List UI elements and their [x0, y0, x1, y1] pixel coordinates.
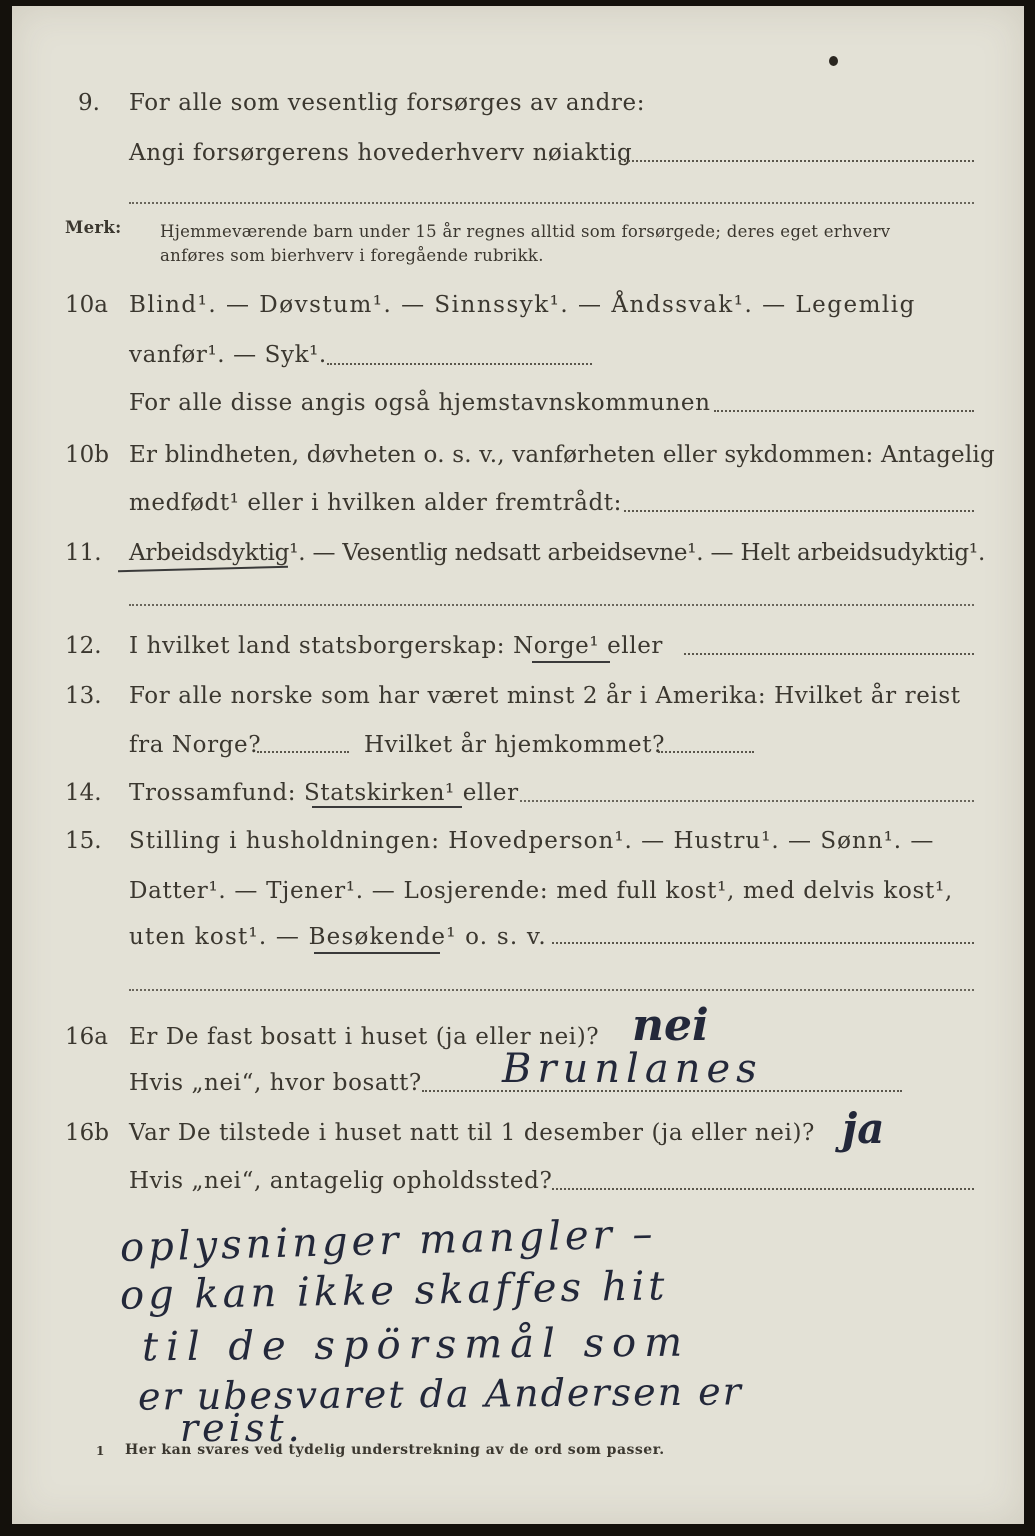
- question-11-line-1: Arbeidsdyktig¹. — Vesentlig nedsatt arbeidsevne¹. — Helt arbeidsudyktig¹.: [129, 540, 986, 566]
- question-16b-number: 16b: [65, 1120, 109, 1146]
- question-10a-number: 10a: [65, 292, 108, 318]
- question-10a-line-3: For alle disse angis også hjemstavnskommunen: [129, 390, 711, 416]
- merk-label: Merk:: [65, 218, 122, 237]
- underline-besokende: [314, 952, 440, 954]
- question-15-line-1: Stilling i husholdningen: Hovedperson¹. — Hustru¹. — Sønn¹. —: [129, 828, 935, 854]
- question-15-number: 15.: [65, 828, 102, 854]
- question-14-line-1: Trossamfund: Statskirken¹ eller: [129, 780, 519, 806]
- question-16b-whereabouts-field[interactable]: [552, 1188, 974, 1190]
- question-13-return-year-field[interactable]: [658, 751, 754, 753]
- question-15-answer-field-2[interactable]: [129, 989, 974, 991]
- handwritten-note-line-1: oplysninger mangler –: [119, 1210, 657, 1272]
- handwritten-note-line-2: og kan ikke skaffes hit: [119, 1263, 669, 1319]
- question-16b-line-1: Var De tilstede i huset natt til 1 desember (ja eller nei)?: [129, 1120, 815, 1146]
- question-10b-line-2: medfødt¹ eller i hvilken alder fremtrådt:: [129, 490, 622, 516]
- footnote-mark: 1: [96, 1444, 105, 1458]
- question-9-answer-field[interactable]: [619, 160, 974, 162]
- question-9-answer-field-2[interactable]: [129, 202, 974, 204]
- handwritten-note-line-4: er ubesvaret da Andersen er: [137, 1369, 743, 1419]
- handwritten-note-line-3: til de spörsmål som: [141, 1319, 691, 1371]
- question-13-line-1: For alle norske som har været minst 2 år i Amerika: Hvilket år reist: [129, 683, 961, 709]
- question-10b-line-1: Er blindheten, døvheten o. s. v., vanførheten eller sykdommen: Antagelig: [129, 442, 995, 468]
- question-16b-handwritten-answer-1: ja: [842, 1104, 885, 1153]
- question-9-line-1: For alle som vesentlig forsørges av andre:: [129, 90, 646, 116]
- question-16a-number: 16a: [65, 1024, 108, 1050]
- question-16a-line-1: Er De fast bosatt i huset (ja eller nei)?: [129, 1024, 600, 1050]
- footnote-text: Her kan svares ved tydelig understrekning av de ord som passer.: [125, 1442, 665, 1458]
- question-10a-answer-field[interactable]: [327, 363, 592, 365]
- question-16b-line-2: Hvis „nei“, antagelig opholdssted?: [129, 1168, 553, 1194]
- question-14-number: 14.: [65, 780, 102, 806]
- ink-spot: [829, 56, 838, 66]
- merk-line-2: anføres som bierhverv i foregående rubrikk.: [160, 246, 544, 265]
- question-9-number: 9.: [78, 90, 100, 116]
- underline-statskirken: [312, 806, 462, 808]
- question-9-line-2: Angi forsørgerens hovederhverv nøiaktig: [129, 140, 633, 166]
- question-10a-line-2: vanfør¹. — Syk¹.: [129, 342, 327, 368]
- question-15-line-3: uten kost¹. — Besøkende¹ o. s. v.: [129, 924, 547, 950]
- question-16a-line-2: Hvis „nei“, hvor bosatt?: [129, 1070, 422, 1096]
- question-12-answer-field[interactable]: [684, 653, 974, 655]
- census-form-page: [12, 6, 1024, 1524]
- question-15-answer-field[interactable]: [552, 942, 974, 944]
- question-11-answer-field[interactable]: [129, 604, 974, 606]
- question-11-number: 11.: [65, 540, 102, 566]
- merk-line-1: Hjemmeværende barn under 15 år regnes alltid som forsørgede; deres eget erhverv: [160, 222, 891, 241]
- question-16a-handwritten-answer-2: Brunlanes: [502, 1046, 763, 1092]
- question-10a-line-1: Blind¹. — Døvstum¹. — Sinnssyk¹. — Åndssvak¹. — Legemlig: [129, 292, 916, 318]
- question-12-number: 12.: [65, 633, 102, 659]
- question-15-line-2: Datter¹. — Tjener¹. — Losjerende: med full kost¹, med delvis kost¹,: [129, 878, 953, 904]
- question-13-line-2a: fra Norge?: [129, 732, 262, 758]
- question-16a-handwritten-answer-1: nei: [632, 1000, 709, 1051]
- question-13-emigration-year-field[interactable]: [257, 751, 349, 753]
- question-14-answer-field[interactable]: [520, 800, 974, 802]
- question-12-line-1: I hvilket land statsborgerskap: Norge¹ eller: [129, 633, 664, 659]
- question-13-line-2b: Hvilket år hjemkommet?: [364, 732, 666, 758]
- question-10b-number: 10b: [65, 442, 109, 468]
- question-13-number: 13.: [65, 683, 102, 709]
- question-10a-hometown-field[interactable]: [714, 410, 974, 412]
- question-10b-answer-field[interactable]: [624, 510, 974, 512]
- underline-arbeidsdyktig: [118, 566, 288, 572]
- underline-norge: [532, 661, 610, 663]
- handwritten-note-line-5: reist.: [180, 1406, 304, 1450]
